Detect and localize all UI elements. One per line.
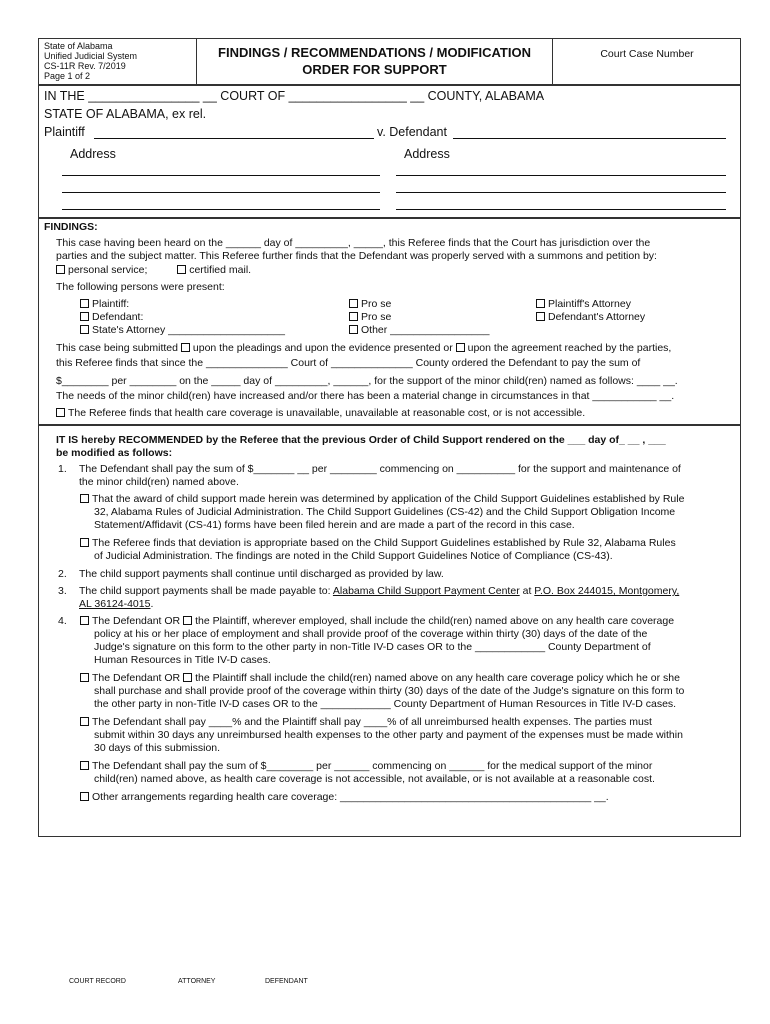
- court-case-number-label: Court Case Number: [600, 48, 694, 60]
- findings-p1-line1: This case having been heard on the ______ day of _________, _____, this Referee finds that the Court has jurisdiction over the: [56, 237, 651, 249]
- plaintiff-present-label: Plaintiff:: [92, 298, 130, 310]
- item4b-defendant-label: The Defendant OR: [92, 672, 181, 684]
- submitted-text: This case being submitted: [56, 342, 178, 354]
- present-plaintiff: [80, 298, 129, 311]
- other-arrangements-checkbox[interactable]: [80, 792, 89, 801]
- pleadings-checkbox[interactable]: [181, 343, 190, 352]
- agency-line: State of Alabama: [44, 41, 113, 51]
- item4a-line4: Human Resources in Title IV-D cases.: [94, 654, 271, 666]
- defendant-pro-se-checkbox[interactable]: [349, 312, 358, 321]
- state-attorney-checkbox[interactable]: [80, 325, 89, 334]
- item4c-line3: 30 days of this submission.: [94, 742, 221, 754]
- item4e-line: [80, 791, 609, 804]
- present-defendant: [80, 311, 143, 324]
- item3-line2: [79, 598, 153, 611]
- pleadings-text: upon the pleadings and upon the evidence presented or: [192, 342, 453, 354]
- health-unavailable-checkbox[interactable]: [56, 408, 65, 417]
- footer-attorney: ATTORNEY: [178, 978, 216, 985]
- defendant-attorney-label: Defendant's Attorney: [548, 311, 646, 323]
- item4a-plaintiff-checkbox[interactable]: [183, 616, 192, 625]
- state-ex-rel: STATE OF ALABAMA, ex rel.: [44, 107, 207, 121]
- personal-service-label: personal service;: [68, 264, 148, 276]
- item3-line1: [79, 585, 679, 598]
- item4d-line1: [80, 760, 652, 773]
- defendant-address-line-2[interactable]: [396, 192, 726, 193]
- recommendation-line2: be modified as follows:: [56, 447, 173, 459]
- submitted-line: [56, 342, 671, 355]
- defendant-name-field[interactable]: [453, 138, 726, 139]
- findings-p1-line2: parties and the subject matter. This Referee further finds that the Defendant was properly served with a summons and petition by:: [56, 250, 657, 262]
- item3-at: at: [522, 585, 532, 597]
- defendant-present-checkbox[interactable]: [80, 312, 89, 321]
- certified-mail-label: certified mail.: [189, 264, 252, 276]
- deviation-checkbox[interactable]: [80, 538, 89, 547]
- certified-mail-checkbox[interactable]: [177, 265, 186, 274]
- unreimbursed-text: The Defendant shall pay ____% and the Plaintiff shall pay ____% of all unreimbursed health expenses. The parties must: [92, 716, 652, 728]
- medical-support-checkbox[interactable]: [80, 761, 89, 770]
- form-title-line2: ORDER FOR SUPPORT: [302, 62, 447, 77]
- other-present-checkbox[interactable]: [349, 325, 358, 334]
- item4a-line2: policy at his or her place of employment and shall provide proof of the coverage within thirty (30) days of the date of the: [94, 628, 648, 640]
- plaintiff-present-checkbox[interactable]: [80, 299, 89, 308]
- item4b-line2: shall purchase and shall provide proof of the coverage within thirty (30) days of the date of the Judge's signature on this form to: [94, 685, 685, 697]
- personal-service-checkbox[interactable]: [56, 265, 65, 274]
- plaintiff-name-field[interactable]: [94, 138, 374, 139]
- item1a-line2: 32, Alabama Rules of Judicial Administration. The Child Support Guidelines (CS-42) and the Child Support Obligation Income: [94, 506, 676, 518]
- item1-line2: the minor child(ren) named above.: [79, 476, 239, 488]
- defendant-attorney: [536, 311, 645, 324]
- plaintiff-address-line-2[interactable]: [62, 192, 380, 193]
- findings-heading: FINDINGS:: [44, 221, 98, 233]
- footer-defendant: DEFENDANT: [265, 978, 308, 985]
- other-present-label: Other _________________: [361, 324, 490, 336]
- item1b-line1: [80, 537, 676, 550]
- other-arrangements-text: Other arrangements regarding health care coverage: ___________________________________________ __.: [92, 791, 609, 803]
- defendant-address-line-3[interactable]: [396, 209, 726, 210]
- item4a-text: the Plaintiff, wherever employed, shall include the child(ren) named above on any health care coverage: [195, 615, 675, 627]
- payment-address-city: AL 36124-4015: [79, 598, 151, 610]
- since-line: this Referee finds that since the ______________ Court of ______________ County ordered the Defendant to pay the sum of: [56, 357, 641, 369]
- payment-center: Alabama Child Support Payment Center: [332, 585, 520, 597]
- item4-number: 4.: [58, 615, 67, 627]
- item4a-line1: [80, 615, 674, 628]
- item3-text: The child support payments shall be made payable to:: [79, 585, 331, 597]
- defendant-present-label: Defendant:: [92, 311, 144, 323]
- guidelines-text: That the award of child support made herein was determined by application of the Child Support Guidelines established by Rule: [92, 493, 685, 505]
- present-other: [349, 324, 489, 337]
- guidelines-checkbox[interactable]: [80, 494, 89, 503]
- item3-number: 3.: [58, 585, 67, 597]
- page-number: Page 1 of 2: [44, 71, 91, 81]
- form-title-line1: FINDINGS / RECOMMENDATIONS / MODIFICATION: [218, 45, 531, 60]
- health-unavailable-text: The Referee finds that health care coverage is unavailable, unavailable at reasonable cost, or is not accessible.: [68, 407, 586, 419]
- item4a-line3: Judge's signature on this form to the other party in non-Title IV-D cases OR to the ____________ County Department of: [94, 641, 651, 653]
- address-right-label: Address: [404, 147, 450, 161]
- service-options: [56, 264, 251, 277]
- health-unavailable-line: [56, 407, 585, 420]
- agreement-text: upon the agreement reached by the parties,: [467, 342, 672, 354]
- item1-line1: The Defendant shall pay the sum of $_______ __ per ________ commencing on __________ for the support and maintenance of: [79, 463, 681, 475]
- item3-period: .: [150, 598, 154, 610]
- pro-se-plaintiff: [349, 298, 391, 311]
- item4b-plaintiff-checkbox[interactable]: [183, 673, 192, 682]
- recommendation-line1: IT IS hereby RECOMMENDED by the Referee that the previous Order of Child Support rendered on the ___ day of_ __ , ___: [56, 434, 666, 446]
- address-left-label: Address: [70, 147, 116, 161]
- form-title: [197, 44, 552, 78]
- defendant-attorney-checkbox[interactable]: [536, 312, 545, 321]
- caption-box: [38, 85, 741, 218]
- form-number: CS-11R Rev. 7/2019: [44, 61, 126, 71]
- persons-present-label: The following persons were present:: [56, 281, 225, 293]
- plaintiff-pro-se-checkbox[interactable]: [349, 299, 358, 308]
- v-defendant-label: v. Defendant: [377, 125, 447, 139]
- item4a-defendant-checkbox[interactable]: [80, 616, 89, 625]
- item2-number: 2.: [58, 568, 67, 580]
- item4b-line1: [80, 672, 680, 685]
- defendant-pro-se-label: Pro se: [361, 311, 392, 323]
- agreement-checkbox[interactable]: [456, 343, 465, 352]
- item1-number: 1.: [58, 463, 67, 475]
- item2-text: The child support payments shall continue until discharged as provided by law.: [79, 568, 444, 580]
- agency-line: Unified Judicial System: [44, 51, 138, 61]
- header-divider-2: [552, 38, 553, 85]
- sum-line: $________ per ________ on the _____ day of _________, ______, for the support of the minor child(ren) named as follows: ____ __.: [56, 375, 678, 387]
- item1a-line3: Statement/Affidavit (CS-41) forms have been filed herein and are made a part of the record in this case.: [94, 519, 575, 531]
- present-state-attorney: [80, 324, 285, 337]
- plaintiff-address-line-1[interactable]: [62, 175, 380, 176]
- footer-court-record: COURT RECORD: [69, 978, 126, 985]
- defendant-address-line-1[interactable]: [396, 175, 726, 176]
- plaintiff-pro-se-label: Pro se: [361, 298, 392, 310]
- item4b-line3: the other party in non-Title IV-D cases OR to the ____________ County Department of Human Resources in Title IV-D cases.: [94, 698, 677, 710]
- in-the-line: IN THE ________________ __ COURT OF _________________ __ COUNTY, ALABAMA: [44, 89, 545, 103]
- item4d-line2: child(ren) named above, as health care coverage is not accessible, not available, or is not available at a reasonable cost.: [94, 773, 655, 785]
- plaintiff-attorney-label: Plaintiff's Attorney: [548, 298, 631, 310]
- agency-block: [44, 41, 137, 81]
- plaintiff-label: Plaintiff: [44, 125, 85, 139]
- needs-line: The needs of the minor child(ren) have increased and/or there has been a material change in circumstances in that ___________ __.: [56, 390, 675, 402]
- deviation-text: The Referee finds that deviation is appropriate based on the Child Support Guidelines established by Rule 32, Alabama Rules: [92, 537, 676, 549]
- payment-address: P.O. Box 244015, Montgomery,: [534, 585, 680, 597]
- medical-support-text: The Defendant shall pay the sum of $________ per ______ commencing on ______ for the medical support of the minor: [92, 760, 653, 772]
- item4b-defendant-checkbox[interactable]: [80, 673, 89, 682]
- item4c-line2: submit within 30 days any unreimbursed health expenses to the other party and payment of the expenses must be made within: [94, 729, 683, 741]
- pro-se-defendant: [349, 311, 391, 324]
- item1a-line1: [80, 493, 684, 506]
- item1b-line2: of Judicial Administration. The findings are noted in the Child Support Guidelines Notice of Compliance (CS-43).: [94, 550, 613, 562]
- item4b-text: the Plaintiff shall include the child(ren) named above on any health care coverage policy which he or she: [195, 672, 680, 684]
- plaintiff-attorney-checkbox[interactable]: [536, 299, 545, 308]
- state-attorney-label: State's Attorney ____________________: [92, 324, 285, 336]
- item4c-line1: [80, 716, 652, 729]
- plaintiff-attorney: [536, 298, 631, 311]
- unreimbursed-checkbox[interactable]: [80, 717, 89, 726]
- plaintiff-address-line-3[interactable]: [62, 209, 380, 210]
- item4a-defendant-label: The Defendant OR: [92, 615, 181, 627]
